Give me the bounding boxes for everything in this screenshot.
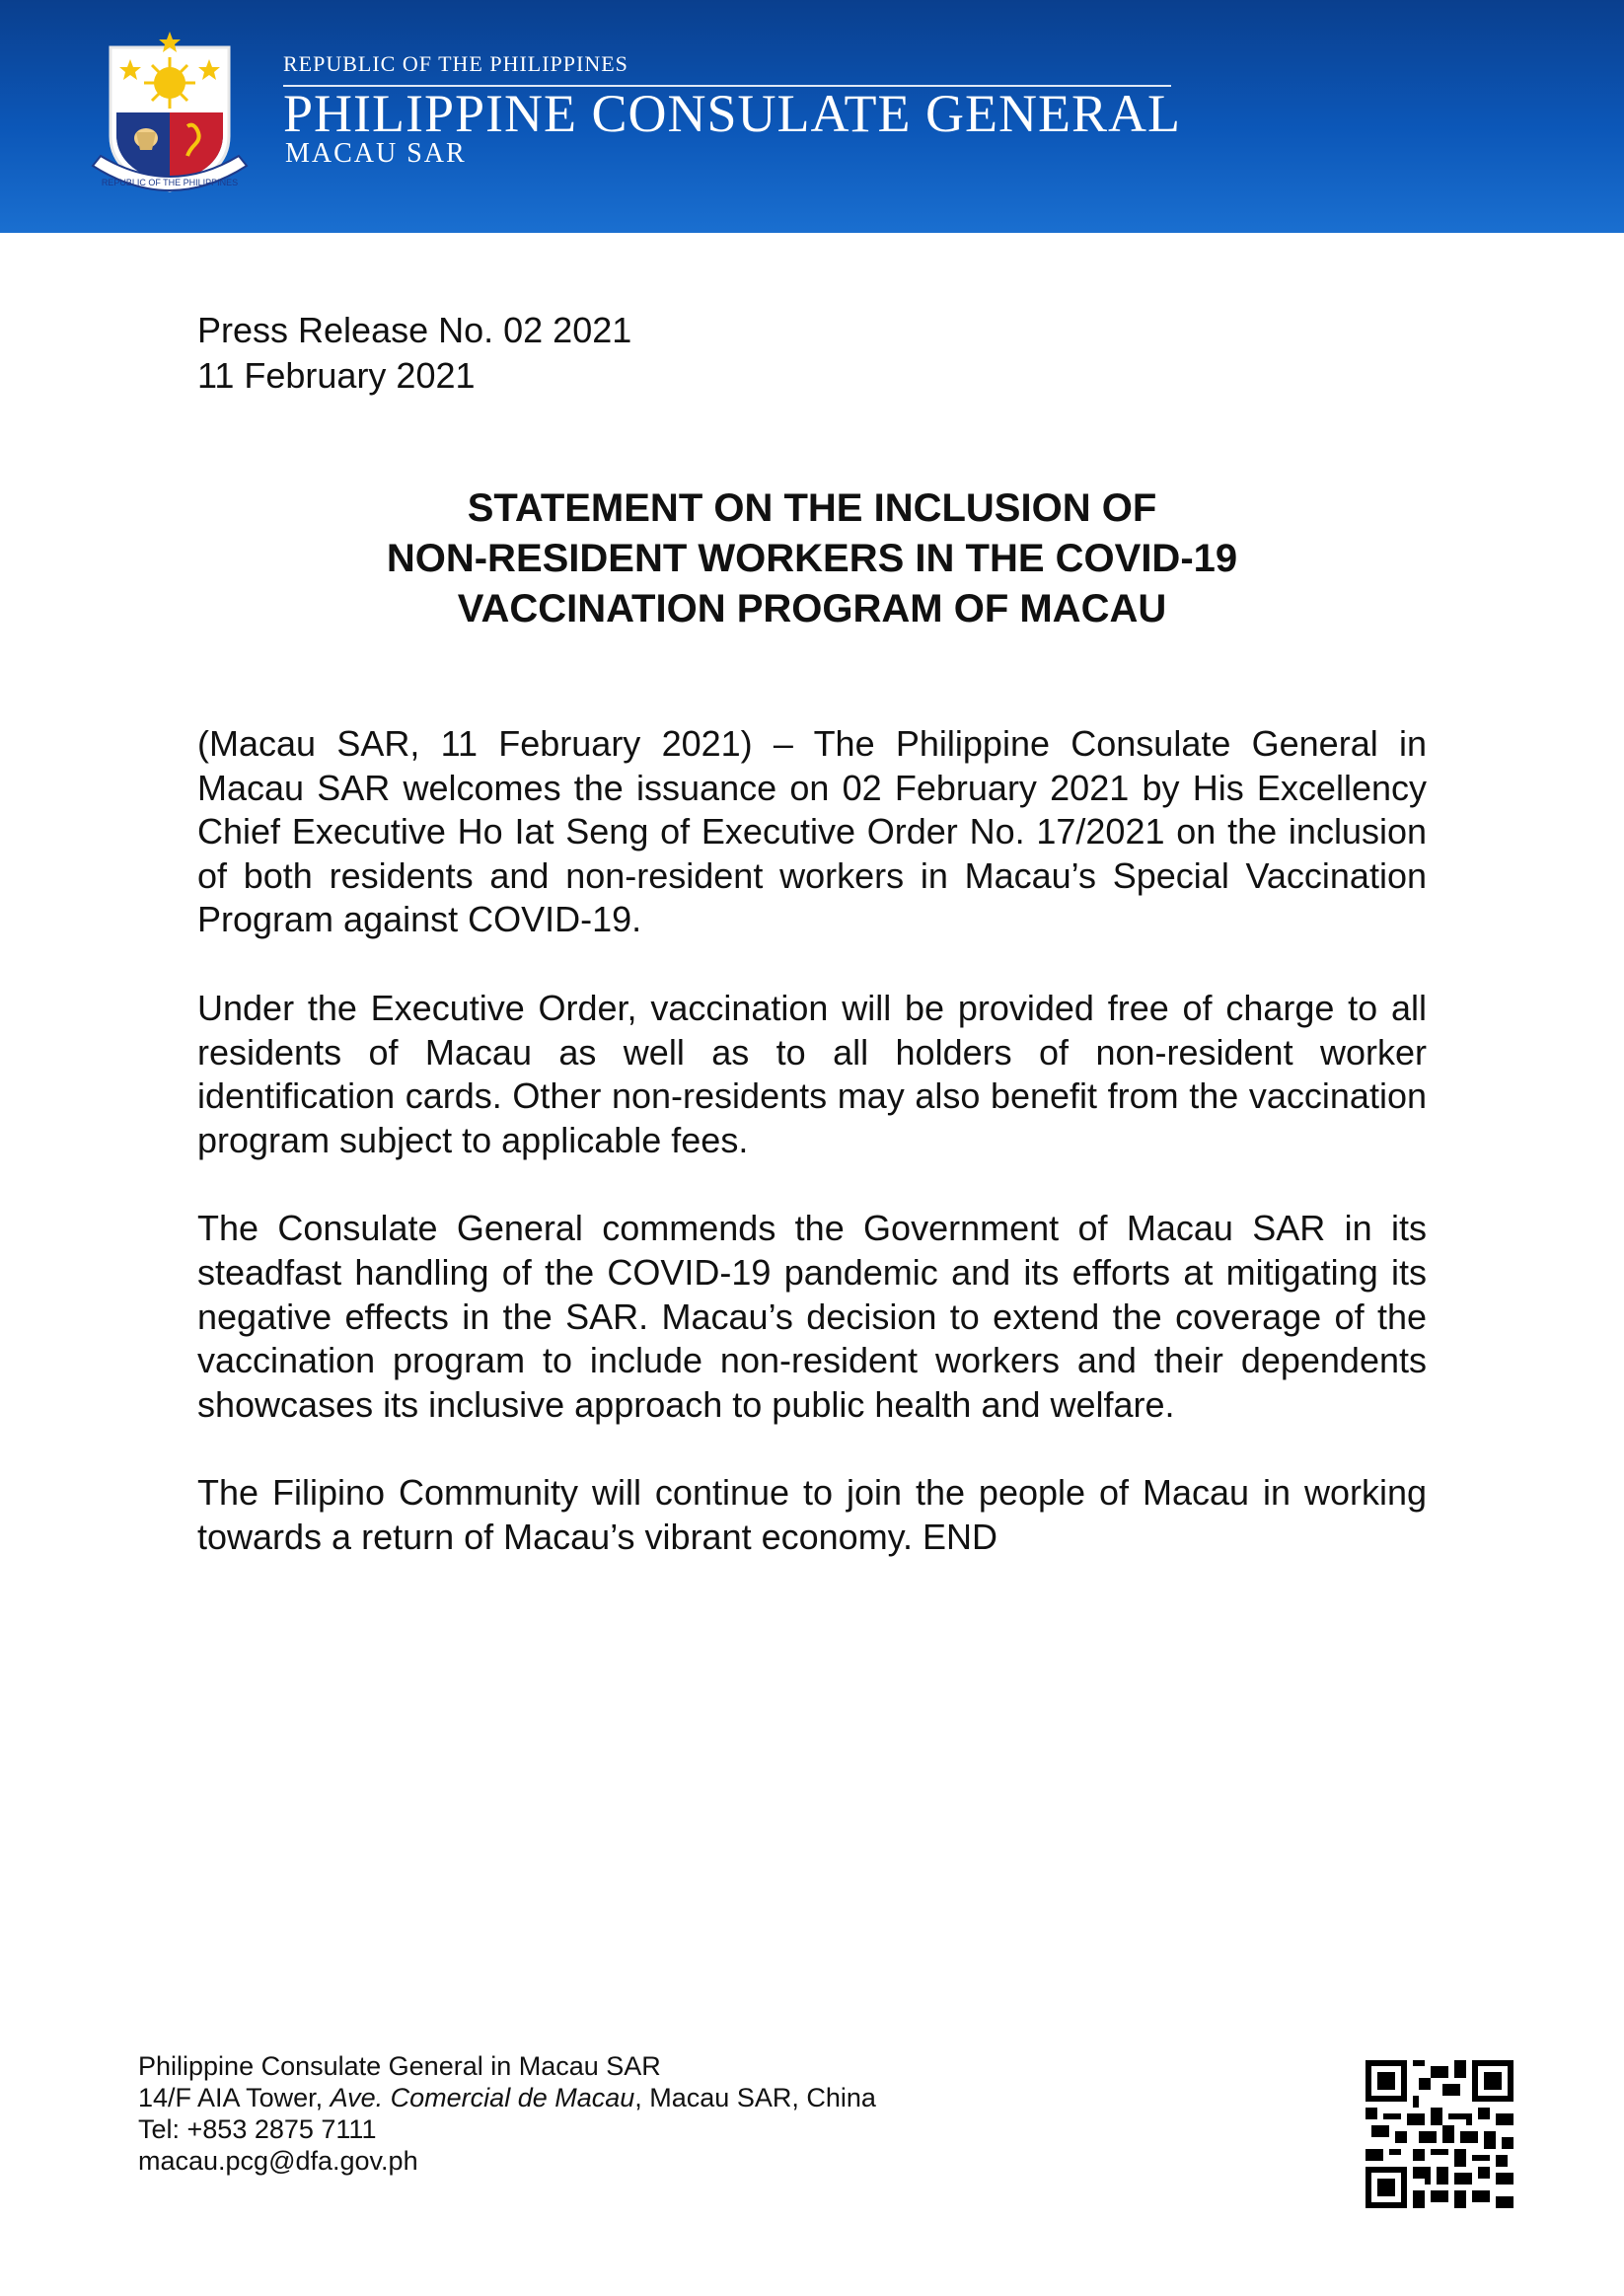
footer-email[interactable]: macau.pcg@dfa.gov.ph bbox=[138, 2146, 418, 2176]
address-street: Ave. Comercial de Macau bbox=[330, 2083, 635, 2112]
philippine-seal-icon bbox=[91, 28, 249, 203]
footer-tel[interactable]: Tel: +853 2875 7111 bbox=[138, 2114, 377, 2144]
footer-address bbox=[138, 2082, 876, 2113]
statement-title bbox=[197, 483, 1427, 634]
footer-contact bbox=[138, 2050, 876, 2177]
statement-body bbox=[197, 722, 1427, 1604]
title-line: NON-RESIDENT WORKERS IN THE COVID-19 bbox=[386, 537, 1238, 580]
press-release-meta bbox=[197, 308, 631, 399]
press-release-number: Press Release No. 02 2021 bbox=[197, 310, 632, 350]
address-part: 14/F AIA Tower, bbox=[138, 2083, 331, 2112]
footer-org: Philippine Consulate General in Macau SAR bbox=[138, 2051, 661, 2081]
title-line: VACCINATION PROGRAM OF MACAU bbox=[457, 587, 1167, 630]
consulate-location: MACAU SAR bbox=[285, 138, 467, 169]
seal-ribbon-text: REPUBLIC OF THE PHILIPPINES bbox=[101, 178, 239, 187]
body-paragraph: The Consulate General commends the Government of Macau SAR in its steadfast handling of the COVID-19 pandemic and its efforts at mitigating its negative effects in the SAR. Macau’s decision to extend the coverage of the vaccination program to include non-resident workers and their dependents showcases its inclusive approach to public health and welfare. bbox=[197, 1208, 1427, 1425]
qr-code-icon[interactable] bbox=[1366, 2060, 1513, 2208]
title-line: STATEMENT ON THE INCLUSION OF bbox=[467, 486, 1157, 530]
body-paragraph: Under the Executive Order, vaccination will be provided free of charge to all residents of Macau as well as to all holders of non-resident worker identification cards. Other non-residents may also benefit from the vaccination program subject to applicable fees. bbox=[197, 987, 1427, 1160]
body-paragraph: (Macau SAR, 11 February 2021) – The Philippine Consulate General in Macau SAR welcomes the issuance on 02 February 2021 by His Excellency Chief Executive Ho Iat Seng of Executive Order No. 17/2021 on the inclusion of both residents and non-resident workers in Macau’s Special Vaccination Program against COVID-19. bbox=[197, 723, 1427, 940]
consulate-name: PHILIPPINE CONSULATE GENERAL bbox=[283, 84, 1181, 143]
letterhead-banner bbox=[0, 0, 1624, 233]
republic-label: REPUBLIC OF THE PHILIPPINES bbox=[283, 51, 628, 76]
body-paragraph: The Filipino Community will continue to join the people of Macau in working towards a return of Macau’s vibrant economy. END bbox=[197, 1472, 1427, 1557]
press-release-date: 11 February 2021 bbox=[197, 355, 476, 396]
address-part: , Macau SAR, China bbox=[634, 2083, 876, 2112]
